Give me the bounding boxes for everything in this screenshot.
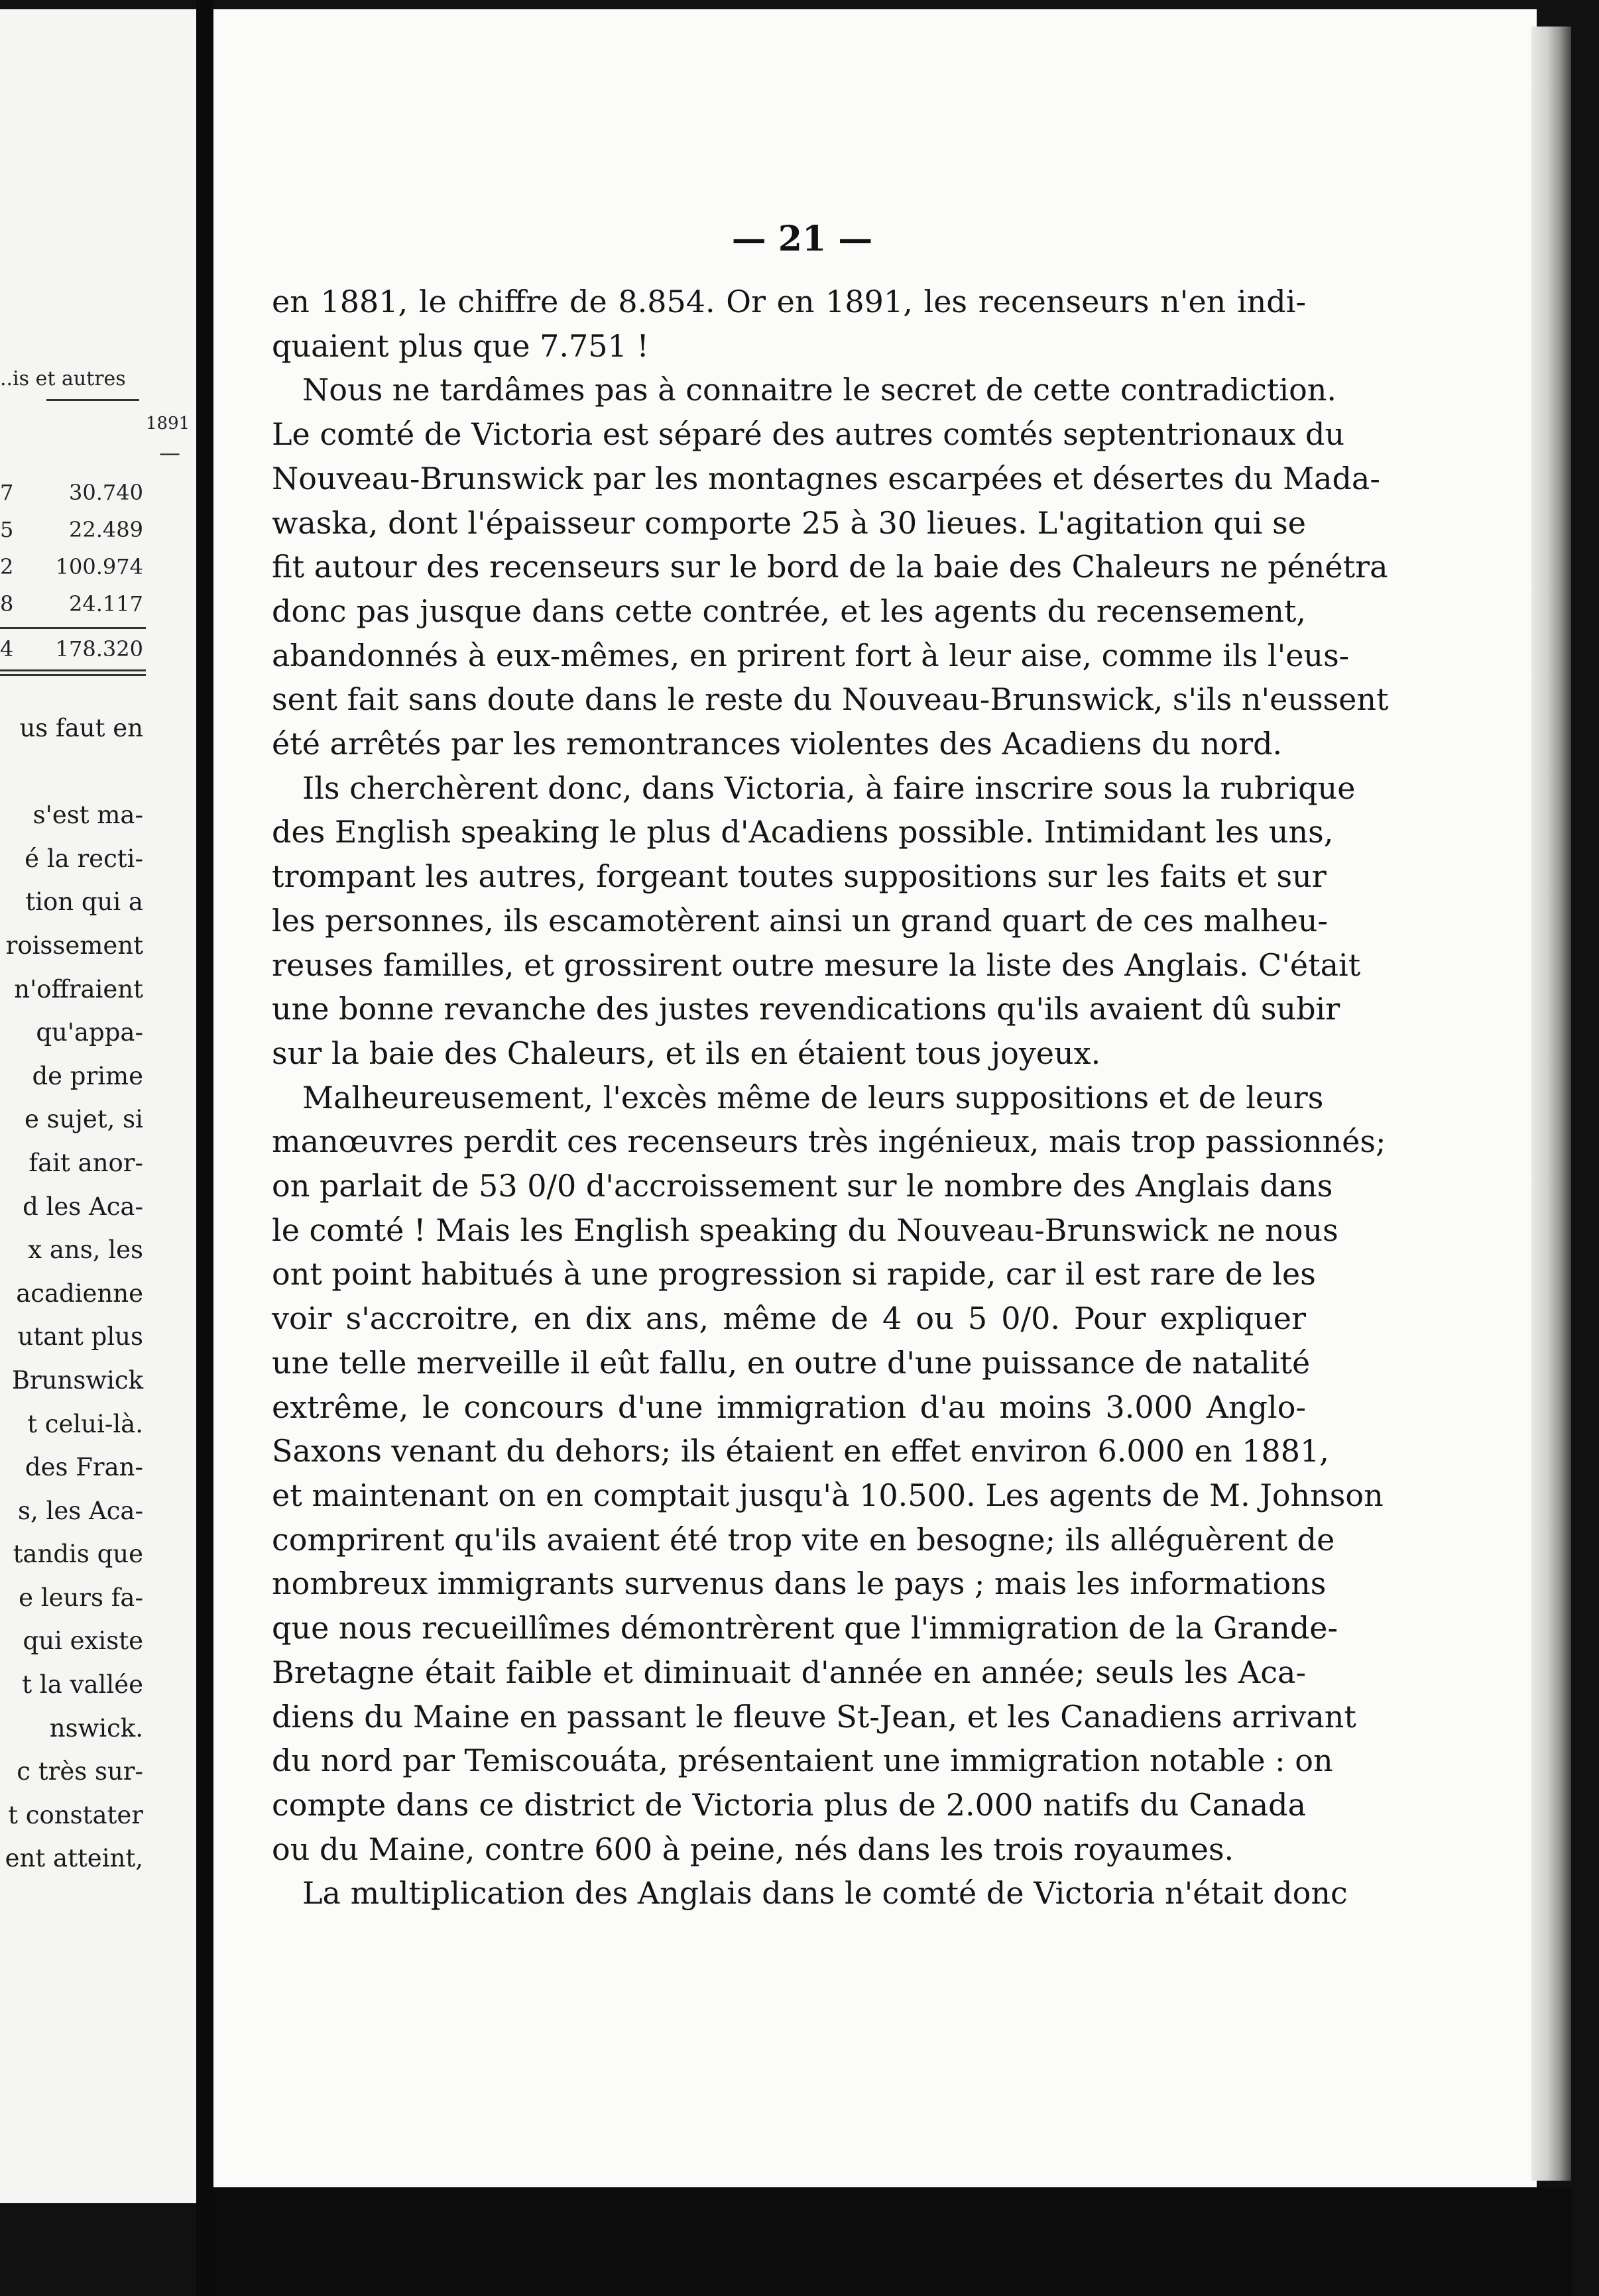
text-line: Ils cherchèrent donc, dans Victoria, à faire inscrire sous la rubrique — [302, 770, 1356, 806]
text-line: été arrêtés par les remontrances violentes des Acadiens du nord. — [272, 726, 1283, 762]
text-line: t celui-là. — [27, 1409, 143, 1438]
text-line: x ans, les — [28, 1235, 143, 1265]
text-line: et maintenant on en comptait jusqu'à 10.500. Les agents de M. Johnson — [272, 1477, 1384, 1513]
text-line: de prime — [32, 1061, 143, 1090]
text-line: La multiplication des Anglais dans le comté de Victoria n'était donc — [302, 1875, 1348, 1912]
text-line: Bretagne était faible et diminuait d'année en année; seuls les Aca- — [272, 1654, 1306, 1690]
text-line: Saxons venant du dehors; ils étaient en effet environ 6.000 en 1881, — [272, 1433, 1329, 1469]
total-rule — [0, 627, 146, 629]
table-year: 1891 — [146, 414, 190, 433]
text-line: Nouveau-Brunswick par les montagnes escarpées et désertes du Mada- — [272, 460, 1380, 496]
text-line: Nous ne tardâmes pas à connaitre le secret de cette contradiction. — [302, 372, 1337, 408]
table-row — [0, 591, 196, 631]
table-cell: 100.974 — [55, 554, 143, 579]
text-line: trompant les autres, forgeant toutes suppositions sur les faits et sur — [272, 858, 1327, 895]
text-line: donc pas jusque dans cette contrée, et les agents du recensement, — [272, 593, 1306, 629]
text-line: s'est ma- — [32, 801, 143, 830]
text-line: qu'appa- — [36, 1018, 143, 1047]
text-line: sent fait sans doute dans le reste du Nouveau-Brunswick, s'ils n'eussent — [272, 681, 1389, 718]
table-cell: 24.117 — [69, 591, 143, 616]
text-line: ont point habitués à une progression si rapide, car il est rare de les — [272, 1256, 1316, 1292]
table-cell: 30.740 — [69, 480, 143, 505]
text-line: des English speaking le plus d'Acadiens possible. Intimidant les uns, — [272, 814, 1334, 850]
text-line: extrême, le concours d'une immigration d'au moins 3.000 Anglo- — [272, 1389, 1306, 1425]
text-line: t constater — [8, 1800, 143, 1829]
text-line: acadienne — [16, 1279, 143, 1308]
text-line: que nous recueillîmes démontrèrent que l'immigration de la Grande- — [272, 1610, 1338, 1646]
text-line: des Fran- — [25, 1453, 143, 1482]
text-line: Brunswick — [11, 1365, 143, 1395]
text-line: qui existe — [23, 1627, 143, 1656]
text-line: en 1881, le chiffre de 8.854. Or en 1891, les recenseurs n'en indi- — [272, 284, 1306, 319]
text-line: on parlait de 53 0/0 d'accroissement sur le nombre des Anglais dans — [272, 1168, 1333, 1204]
table-header-fragment: ..is et autres — [0, 367, 126, 390]
text-line: quaient plus que 7.751 ! — [272, 327, 649, 364]
table-cell: 5 — [0, 517, 14, 542]
text-line: reuses familles, et grossirent outre mesure la liste des Anglais. C'était — [272, 947, 1361, 983]
text-line: us faut en — [19, 714, 143, 742]
page-edge — [1531, 27, 1571, 2181]
text-line: abandonnés à eux-mêmes, en prirent fort à leur aise, comme ils l'eus- — [272, 637, 1350, 673]
text-line: comprirent qu'ils avaient été trop vite en besogne; ils alléguèrent de — [272, 1521, 1335, 1558]
table-row — [0, 517, 196, 557]
text-line: t la vallée — [22, 1670, 143, 1699]
table-cell: 7 — [0, 480, 14, 505]
text-line: e leurs fa- — [19, 1583, 143, 1612]
header-rule — [46, 399, 139, 401]
text-line: manœuvres perdit ces recenseurs très ingénieux, mais trop passionnés; — [272, 1123, 1386, 1160]
book-spine — [196, 0, 213, 2296]
text-line: s, les Aca- — [18, 1496, 143, 1525]
text-line: Le comté de Victoria est séparé des autres comtés septentrionaux du — [272, 416, 1345, 453]
double-rule — [0, 669, 146, 676]
scan-border — [213, 2187, 1572, 2296]
text-line: voir s'accroitre, en dix ans, même de 4 ou 5 0/0. Pour expliquer — [272, 1300, 1306, 1337]
text-line: tion qui a — [25, 888, 143, 917]
text-line: c très sur- — [17, 1757, 143, 1786]
text-line: le comté ! Mais les English speaking du Nouveau-Brunswick ne nous — [272, 1212, 1338, 1248]
text-line: waska, dont l'épaisseur comporte 25 à 30 lieues. L'agitation qui se — [272, 504, 1306, 541]
text-line — [0, 750, 143, 794]
table-cell: 8 — [0, 591, 14, 616]
text-line: roissement — [5, 931, 143, 960]
table-row — [0, 554, 196, 594]
text-line: une telle merveille il eût fallu, en outre d'une puissance de natalité — [272, 1344, 1311, 1381]
previous-page-fragment — [0, 9, 196, 2203]
text-line: fait anor- — [29, 1148, 143, 1177]
table-cell: 4 — [0, 636, 14, 661]
page-number: — 21 — — [731, 219, 873, 259]
text-line: fit autour des recenseurs sur le bord de la baie des Chaleurs ne pénétra — [272, 549, 1388, 585]
table-row — [0, 480, 196, 520]
text-line: compte dans ce district de Victoria plus de 2.000 natifs du Canada — [272, 1786, 1306, 1823]
text-line: é la recti- — [25, 844, 143, 873]
text-line: nombreux immigrants survenus dans le pays ; mais les informations — [272, 1566, 1327, 1602]
text-line: ou du Maine, contre 600 à peine, nés dans les trois royaumes. — [272, 1831, 1234, 1867]
previous-page-text — [0, 707, 143, 1880]
body-text — [272, 280, 1389, 1916]
text-line: les personnes, ils escamotèrent ainsi un grand quart de ces malheu- — [272, 902, 1329, 939]
text-line: diens du Maine en passant le fleuve St-Jean, et les Canadiens arrivant — [272, 1698, 1356, 1735]
table-cell: 2 — [0, 554, 14, 579]
text-line: e sujet, si — [24, 1105, 143, 1134]
text-line: nswick. — [49, 1713, 143, 1743]
text-line: tandis que — [13, 1540, 143, 1569]
table-dash: — — [159, 440, 180, 465]
table-cell: 22.489 — [69, 517, 143, 542]
table-cell: 178.320 — [55, 636, 143, 661]
text-line: ent atteint, — [5, 1844, 143, 1873]
text-line: Malheureusement, l'excès même de leurs suppositions et de leurs — [302, 1079, 1324, 1116]
text-line: n'offraient — [14, 974, 143, 1004]
text-line: utant plus — [17, 1322, 143, 1351]
text-line: du nord par Temiscouáta, présentaient une immigration notable : on — [272, 1743, 1333, 1779]
text-line: sur la baie des Chaleurs, et ils en étaient tous joyeux. — [272, 1035, 1101, 1071]
text-line: une bonne revanche des justes revendications qu'ils avaient dû subir — [272, 991, 1340, 1027]
text-line: d les Aca- — [23, 1192, 143, 1221]
